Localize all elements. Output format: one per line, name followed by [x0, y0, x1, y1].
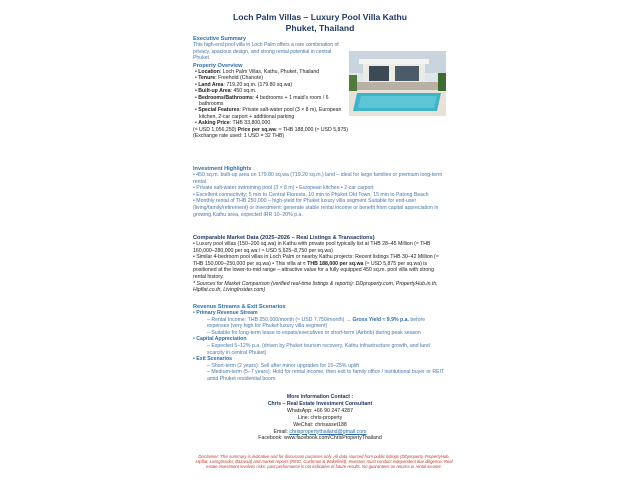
market-item: • Luxury pool villas (150–200 sq.wa) in Kathu with private pool typically list at THB 28–45 Million (≈ THB 160,000–280,000 per sq.wa / ≈ USD 5,625–8,750 per sq.wa)	[193, 241, 431, 254]
highlight-item: • 450 sq.m. built-up area on 179.80 sq.wa (719.20 sq.m.) land – ideal for large families or premium long-term rental	[193, 172, 443, 185]
highlight-item: • Excellent connectivity: 5 min to Central Floresta, 10 min to Phuket Old Town, 15 min to Patong Beach	[193, 191, 429, 198]
overview-price-detail: (≈ USD 1,056,250) Price per sq.wa: ≈ THB 188,000 (≈ USD 5,875)	[193, 126, 348, 133]
revenue-streams	[193, 304, 448, 383]
document-title: Loch Palm Villas – Luxury Pool Villa Kathu	[233, 12, 407, 22]
contact-facebook: Facebook: www.facebook.com/ChrisPropertyThailand	[258, 435, 382, 442]
revenue-heading: Revenue Streams & Exit Scenarios	[193, 304, 286, 310]
property-overview-list	[193, 69, 343, 127]
executive-summary-text: This high-end pool villa in Loch Palm offers a rare combination of privacy, spacious design, and strong rental potential in central Phuket.	[193, 42, 339, 62]
document-subtitle: Phuket, Thailand	[285, 23, 355, 33]
capital-appreciation-text: – Expected 5–12% p.a. (driven by Phuket tourism recovery, Kathu infrastructure growth, and land scarcity in central Phuket)	[207, 342, 430, 356]
overview-asking-price: • Asking Price: THB 33,800,000	[195, 120, 271, 127]
contact-name: Chris – Real Estate Investment Consultant	[267, 400, 373, 407]
comparable-market-data	[193, 235, 448, 294]
contact-email: Email: chrispropertythailand@gmail.com	[273, 428, 367, 435]
market-sources: * Sources for Market Comparison (verified real-time listings & reports): DDproperty.com, PropertyHub.in.th, Hipflat.co.th, LivingInsider.com)	[193, 280, 438, 294]
exit-short-term: – Short-term (2 years): Sell after minor upgrades for 15–25% uplift	[207, 362, 359, 369]
highlight-item: • Private salt-water swimming pool (3 × 8 m) • European kitchen • 2-car carport	[193, 185, 374, 192]
exit-medium-term: – Medium-term (5–7 years): Hold for rental income, then exit to family office / institutional buyer or REIT amid Phuket residential boom	[207, 369, 445, 382]
villa-photo	[349, 51, 446, 116]
overview-exchange-rate: (Exchange rate used: 1 USD = 32 THB)	[193, 133, 285, 140]
market-item: • Similar 4-bedroom pool villas in Loch Palm or nearby Kathu projects: Recent listings THB 30–42 Million (≈ THB 150,000–250,000 per sq.wa) • This villa at ≈ THB 188,000 per sq.wa (≈ USD 5,875 per sq.wa) is positioned at the lower-to-mid range – attractive value for a fully equipped 450 sq.m. pool villa with strong rental history.	[193, 254, 439, 280]
contact-heading: More information Contact :	[286, 394, 354, 400]
market-heading: Comparable Market Data (2025–2026 – Real Listings & Transactions)	[193, 235, 375, 241]
contact-line: Line: chris-property	[297, 414, 343, 421]
investment-highlights	[193, 166, 448, 218]
executive-summary-heading: Executive Summary	[193, 36, 247, 42]
villa-pool-image	[349, 51, 446, 116]
overview-bedrooms: • Bedrooms/Bathrooms: 4 bedrooms + 1 maid's room / 6 bathrooms	[195, 94, 329, 108]
property-overview	[193, 63, 348, 140]
primary-revenue-label: • Primary Revenue Stream	[193, 310, 258, 316]
rental-suitability: – Suitable for long-term lease to expats/executives or short-term (Airbnb) during peak season	[207, 329, 421, 336]
overview-special-features: • Special Features: Private salt-water pool (3 × 8 m), European kitchen, 2-car carport + additional parking	[195, 107, 342, 120]
overview-built-up-area: • Built-up Area: 450 sq.m.	[195, 88, 257, 95]
rental-income: – Rental Income: THB 250,000/month (≈ USD 7,750/month) → Gross Yield ≈ 9.9% p.a. before expenses (very high for Phuket luxury villa segment)	[207, 316, 426, 330]
investment-highlights-heading: Investment Highlights	[193, 166, 252, 172]
property-overview-heading: Property Overview	[193, 63, 243, 69]
disclaimer: Disclaimer: This summary is indicative and for discussion purposes only. All data sourced from public listings (DDproperty, PropertyHub, Hipflat, LivingInsider, Bazaraa) and market reports (REIC, Cushman & Wakefield). Investors must conduct independent due diligence. Real estate investment involves risks; past performance is not indicative of future results. No guarantees on returns or rental income.	[195, 454, 453, 470]
exit-scenarios-label: • Exit Scenarios	[193, 356, 233, 363]
contact-whatsapp: WhatsApp: +66 90 247 4287	[287, 407, 353, 414]
highlight-item: • Monthly rental of THB 250,000 – high-yield for Phuket luxury villa segment Suitable for end-user (living/family/retirement) or investment: generate stable rental income or benefit from capital appreciation in growing Kathu area, expected IRR 10–20% p.a.	[193, 198, 439, 218]
email-link[interactable]: chrispropertythailand@gmail.com	[289, 428, 367, 435]
overview-location: • Location: Loch Palm Villas, Kathu, Phuket, Thailand	[195, 69, 320, 75]
capital-appreciation-label: • Capital Appreciation	[193, 336, 247, 343]
overview-tenure: • Tenure: Freehold (Chanote)	[195, 75, 264, 82]
overview-land-area: • Land Area: 719.20 sq.m. (179.80 sq.wa)	[195, 81, 293, 88]
contact-block	[0, 394, 640, 442]
contact-wechat: WeChat: chrisasset188	[293, 421, 347, 428]
